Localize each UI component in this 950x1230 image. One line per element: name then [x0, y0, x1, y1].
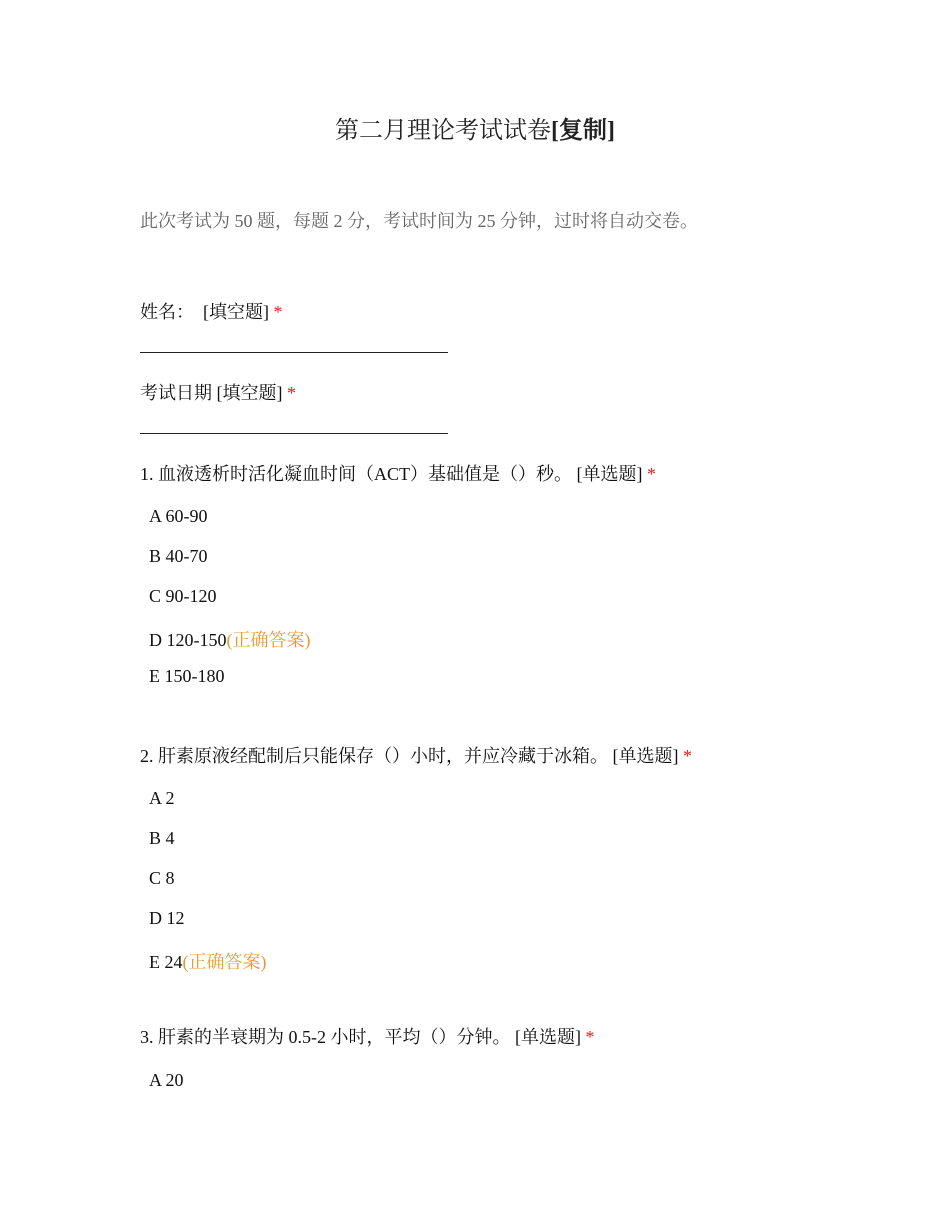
option-label: E 150-180 [149, 666, 225, 686]
option-label: C 90-120 [149, 586, 217, 606]
field-type: [填空题] [216, 383, 283, 403]
required-mark: * [647, 464, 656, 484]
option-1e[interactable] [149, 666, 225, 687]
option-label: B 4 [149, 828, 175, 848]
question-text: 3. 肝素的半衰期为 0.5-2 小时，平均（）分钟。 [140, 1027, 511, 1047]
option-label: E 24 [149, 952, 183, 972]
question-2 [140, 742, 692, 768]
option-1b[interactable] [149, 546, 208, 567]
required-mark: * [273, 302, 283, 322]
option-3a[interactable] [149, 1070, 184, 1091]
name-input-line[interactable] [140, 352, 448, 353]
option-label: A 2 [149, 788, 175, 808]
option-2c[interactable] [149, 868, 175, 889]
option-label: C 8 [149, 868, 175, 888]
correct-answer-note: (正确答案) [226, 630, 311, 650]
page-title [0, 110, 950, 145]
question-text: 1. 血液透析时活化凝血时间（ACT）基础值是（）秒。 [140, 464, 572, 484]
question-1 [140, 460, 656, 486]
required-mark: * [287, 383, 296, 403]
question-type: [单选题] [576, 464, 643, 484]
correct-answer-note: (正确答案) [182, 952, 267, 972]
option-1a[interactable] [149, 506, 208, 527]
question-text: 2. 肝素原液经配制后只能保存（）小时，并应冷藏于冰箱。 [140, 746, 608, 766]
exam-date-input-line[interactable] [140, 433, 448, 434]
required-mark: * [683, 746, 692, 766]
name-field-label [140, 298, 283, 324]
option-1c[interactable] [149, 586, 217, 607]
option-label: A 20 [149, 1070, 184, 1090]
question-3 [140, 1023, 595, 1049]
option-2a[interactable] [149, 788, 175, 809]
field-type: [填空题] [203, 302, 269, 322]
option-label: B 40-70 [149, 546, 208, 566]
option-2d[interactable] [149, 908, 185, 929]
option-2e[interactable] [149, 948, 267, 974]
exam-instructions: 此次考试为 50 题，每题 2 分，考试时间为 25 分钟，过时将自动交卷。 [140, 211, 698, 231]
question-type: [单选题] [515, 1027, 581, 1047]
required-mark: * [585, 1027, 595, 1047]
option-label: D 120-150 [149, 630, 227, 650]
option-1d[interactable] [149, 626, 311, 652]
exam-date-field-label [140, 379, 296, 405]
field-label: 考试日期 [140, 383, 212, 403]
field-label: 姓名： [140, 302, 194, 322]
question-type: [单选题] [612, 746, 679, 766]
option-label: A 60-90 [149, 506, 208, 526]
title-main: 第二月理论考试试卷 [335, 118, 551, 144]
option-2b[interactable] [149, 828, 175, 849]
option-label: D 12 [149, 908, 185, 928]
title-copy-tag: [复制] [551, 118, 615, 144]
